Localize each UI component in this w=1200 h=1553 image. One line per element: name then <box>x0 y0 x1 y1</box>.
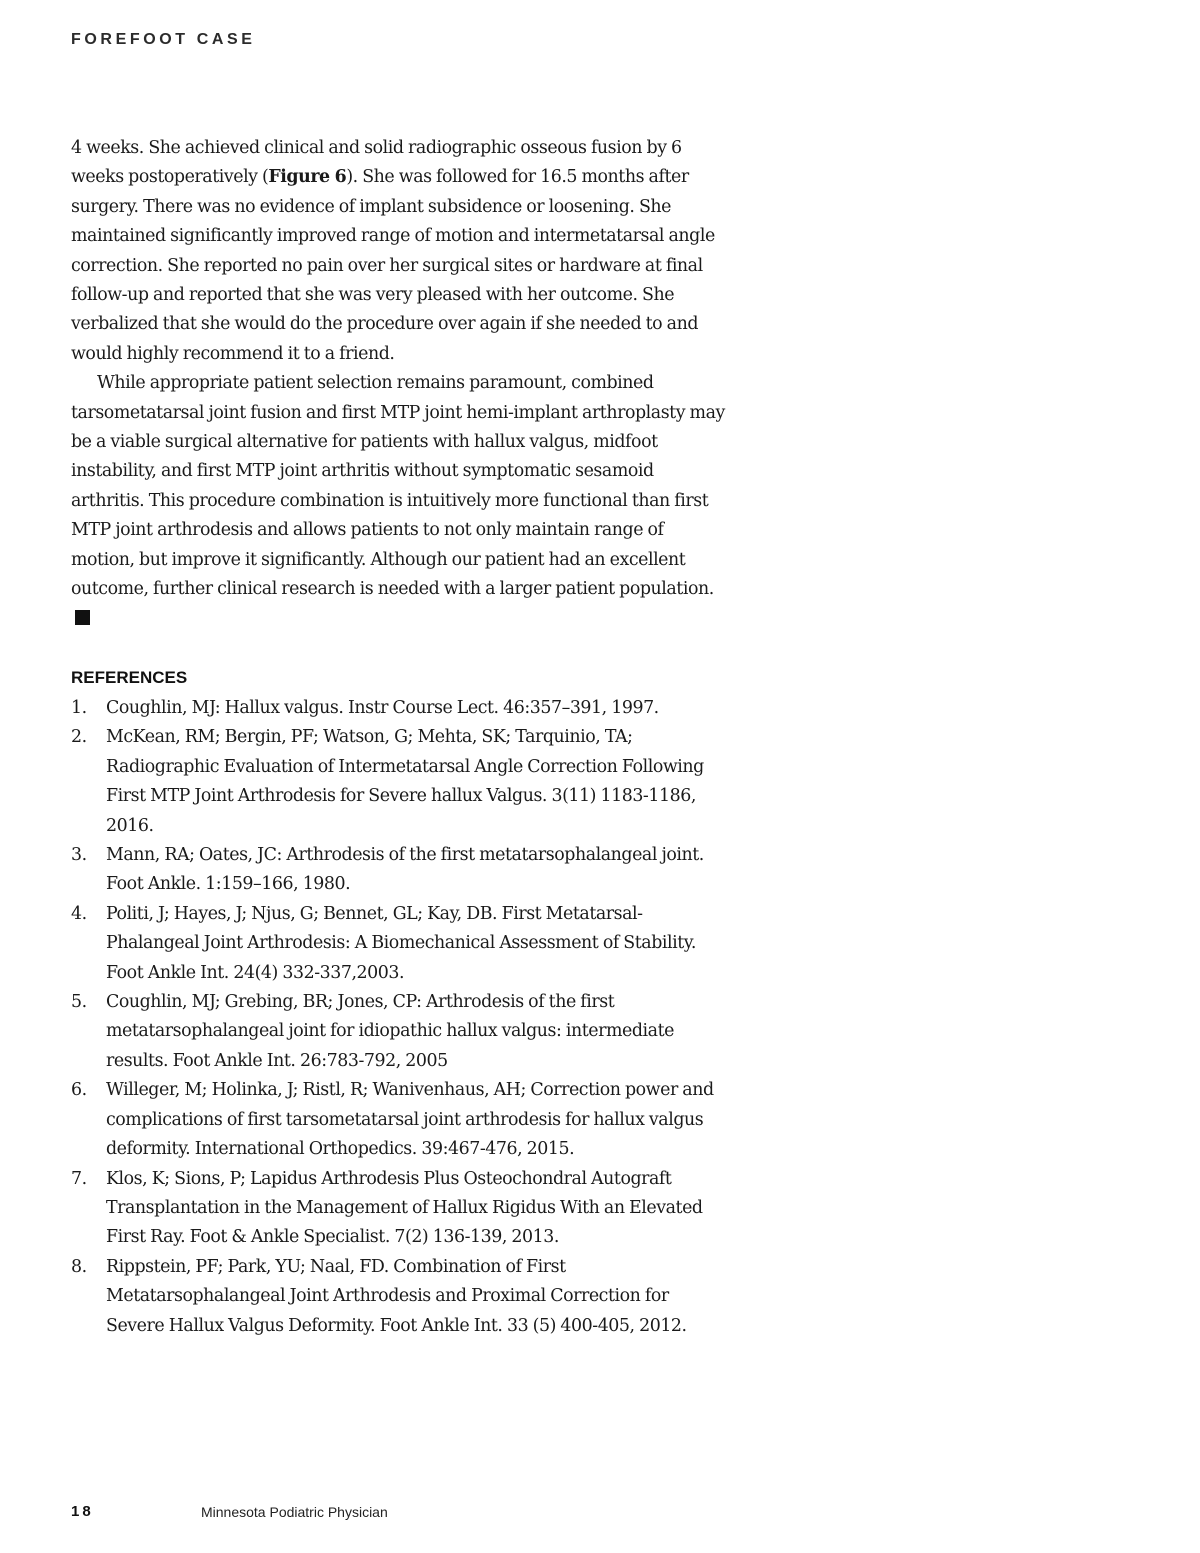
references-section <box>71 664 731 1341</box>
paragraph-outcome-text-end: ). She was followed for 16.5 months after surgery. There was no evidence of implant subsidence or loosening. She maintained significantly improved range of motion and intermetatarsal angle correction. She reported no pain over her surgical sites or hardware at final follow-up and reported that she was very pleased with her outcome. She verbalized that she would do the procedure over again if she needed to and would highly recommend it to a friend. <box>71 167 715 364</box>
reference-text: McKean, RM; Bergin, PF; Watson, G; Mehta, SK; Tarquinio, TA; Radiographic Evaluation of Intermetatarsal Angle Correction Following First MTP Joint Arthrodesis for Severe hallux Valgus. 3(11) 1183-1186, 2016. <box>106 727 704 836</box>
references-heading: REFERENCES <box>71 668 188 687</box>
publication-name: Minnesota Podiatric Physician <box>201 1504 388 1520</box>
reference-text: Rippstein, PF; Park, YU; Naal, FD. Combination of First Metatarsophalangeal Joint Arthrodesis and Proximal Correction for Severe Hallux Valgus Deformity. Foot Ankle Int. 33 (5) 400-405, 2012. <box>106 1256 687 1336</box>
reference-text: Politi, J; Hayes, J; Njus, G; Bennet, GL; Kay, DB. First Metatarsal-Phalangeal Joint Arthrodesis: A Biomechanical Assessment of Stability. Foot Ankle Int. 24(4) 332-337,2003. <box>106 903 696 983</box>
reference-number: 8. <box>71 1256 87 1277</box>
reference-item <box>71 723 731 841</box>
section-header: FOREFOOT CASE <box>71 31 256 48</box>
paragraph-conclusion <box>71 369 731 634</box>
reference-item <box>71 694 731 723</box>
reference-text: Coughlin, MJ: Hallux valgus. Instr Course Lect. 46:357–391, 1997. <box>106 698 659 718</box>
reference-number: 5. <box>71 992 87 1013</box>
reference-number: 3. <box>71 845 87 866</box>
reference-number: 7. <box>71 1168 87 1189</box>
reference-text: Mann, RA; Oates, JC: Arthrodesis of the first metatarsophalangeal joint. Foot Ankle. 1:159–166, 1980. <box>106 845 704 895</box>
reference-number: 2. <box>71 727 87 748</box>
reference-item <box>71 1165 731 1253</box>
end-of-article-mark <box>75 610 90 625</box>
article-body <box>71 134 731 634</box>
reference-item <box>71 1076 731 1164</box>
reference-number: 6. <box>71 1080 87 1101</box>
figure-reference: Figure 6 <box>268 167 347 188</box>
references-list <box>71 694 731 1341</box>
paragraph-outcome-text-start: 4 weeks. She achieved clinical and solid radiographic osseous fusion by 6 weeks postoperatively ( <box>71 138 682 188</box>
reference-item <box>71 988 731 1076</box>
reference-item <box>71 900 731 988</box>
reference-number: 1. <box>71 698 87 718</box>
reference-text: Willeger, M; Holinka, J; Ristl, R; Wanivenhaus, AH; Correction power and complications of first tarsometatarsal joint arthrodesis for hallux valgus deformity. International Orthopedics. 39:467-476, 2015. <box>106 1080 714 1160</box>
paragraph-outcome <box>71 134 731 369</box>
reference-text: Coughlin, MJ; Grebing, BR; Jones, CP: Arthrodesis of the first metatarsophalangeal joint for idiopathic hallux valgus: intermediate results. Foot Ankle Int. 26:783-792, 2005 <box>106 992 674 1071</box>
paragraph-conclusion-text: While appropriate patient selection remains paramount, combined tarsometatarsal joint fusion and first MTP joint hemi-implant arthroplasty may be a viable surgical alternative for patients with hallux valgus, midfoot instability, and first MTP joint arthritis without symptomatic sesamoid arthritis. This procedure combination is intuitively more functional than first MTP joint arthrodesis and allows patients to not only maintain range of motion, but improve it significantly. Although our patient had an excellent outcome, further clinical research is needed with a larger patient population. <box>71 373 725 600</box>
reference-text: Klos, K; Sions, P; Lapidus Arthrodesis Plus Osteochondral Autograft Transplantation in the Management of Hallux Rigidus With an Elevated First Ray. Foot & Ankle Specialist. 7(2) 136-139, 2013. <box>106 1168 703 1248</box>
reference-item <box>71 1253 731 1341</box>
reference-number: 4. <box>71 903 87 924</box>
page-number: 18 <box>71 1503 94 1520</box>
reference-item <box>71 841 731 900</box>
